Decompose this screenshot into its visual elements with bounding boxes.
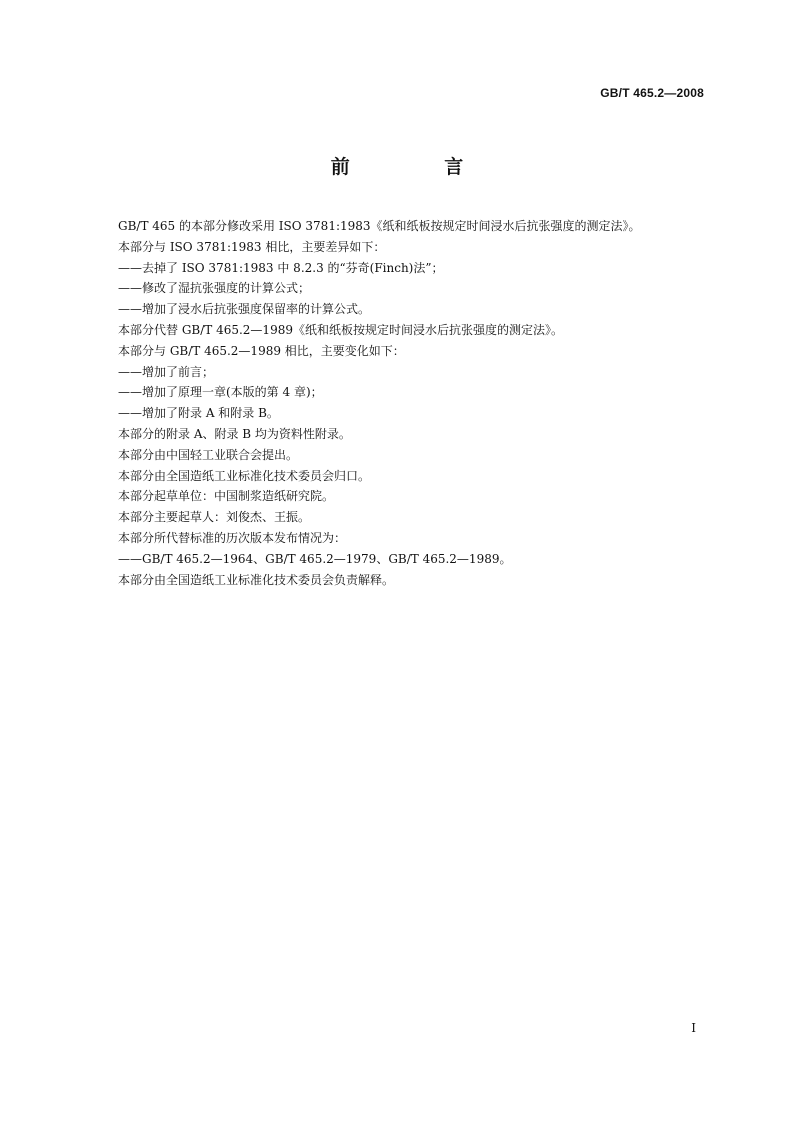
standard-code: GB/T 465.2—2008	[600, 86, 704, 100]
paragraph-line: 本部分由全国造纸工业标准化技术委员会负责解释。	[118, 572, 395, 587]
paragraph-line: 本部分由中国轻工业联合会提出。	[118, 447, 299, 462]
page-title: 前 言	[330, 156, 508, 178]
paragraph-line: 本部分主要起草人：刘俊杰、王振。	[118, 510, 311, 525]
paragraph-line: 本部分与 ISO 3781:1983 相比，主要差异如下：	[118, 239, 386, 254]
paragraph-line: ——去掉了 ISO 3781:1983 中 8.2.3 的“芬奇(Finch)法”；	[118, 260, 444, 275]
paragraph-line: 本部分与 GB/T 465.2—1989 相比，主要变化如下：	[118, 343, 405, 358]
paragraph-line: 本部分起草单位：中国制浆造纸研究院。	[118, 489, 335, 504]
paragraph-line: ——增加了原理一章(本版的第 4 章)；	[118, 385, 323, 400]
paragraph-line: GB/T 465 的本部分修改采用 ISO 3781:1983《纸和纸板按规定时间浸水后抗张强度的测定法》。	[118, 219, 641, 233]
paragraph-line: 本部分所代替标准的历次版本发布情况为：	[118, 530, 347, 545]
paragraph-line: ——修改了湿抗张强度的计算公式；	[118, 281, 311, 296]
page-number: I	[691, 1021, 696, 1035]
paragraph-line: 本部分代替 GB/T 465.2—1989《纸和纸板按规定时间浸水后抗张强度的测定法》。	[118, 322, 563, 337]
body-text	[118, 216, 718, 590]
paragraph-line: ——增加了前言；	[118, 364, 215, 379]
paragraph-line: ——GB/T 465.2—1964、GB/T 465.2—1979、GB/T 465.2—1989。	[118, 551, 512, 566]
paragraph-line: 本部分的附录 A、附录 B 均为资料性附录。	[118, 426, 351, 441]
paragraph-line: 本部分由全国造纸工业标准化技术委员会归口。	[118, 468, 371, 483]
paragraph-line: ——增加了浸水后抗张强度保留率的计算公式。	[118, 302, 371, 317]
paragraph-line: ——增加了附录 A 和附录 B。	[118, 406, 279, 421]
